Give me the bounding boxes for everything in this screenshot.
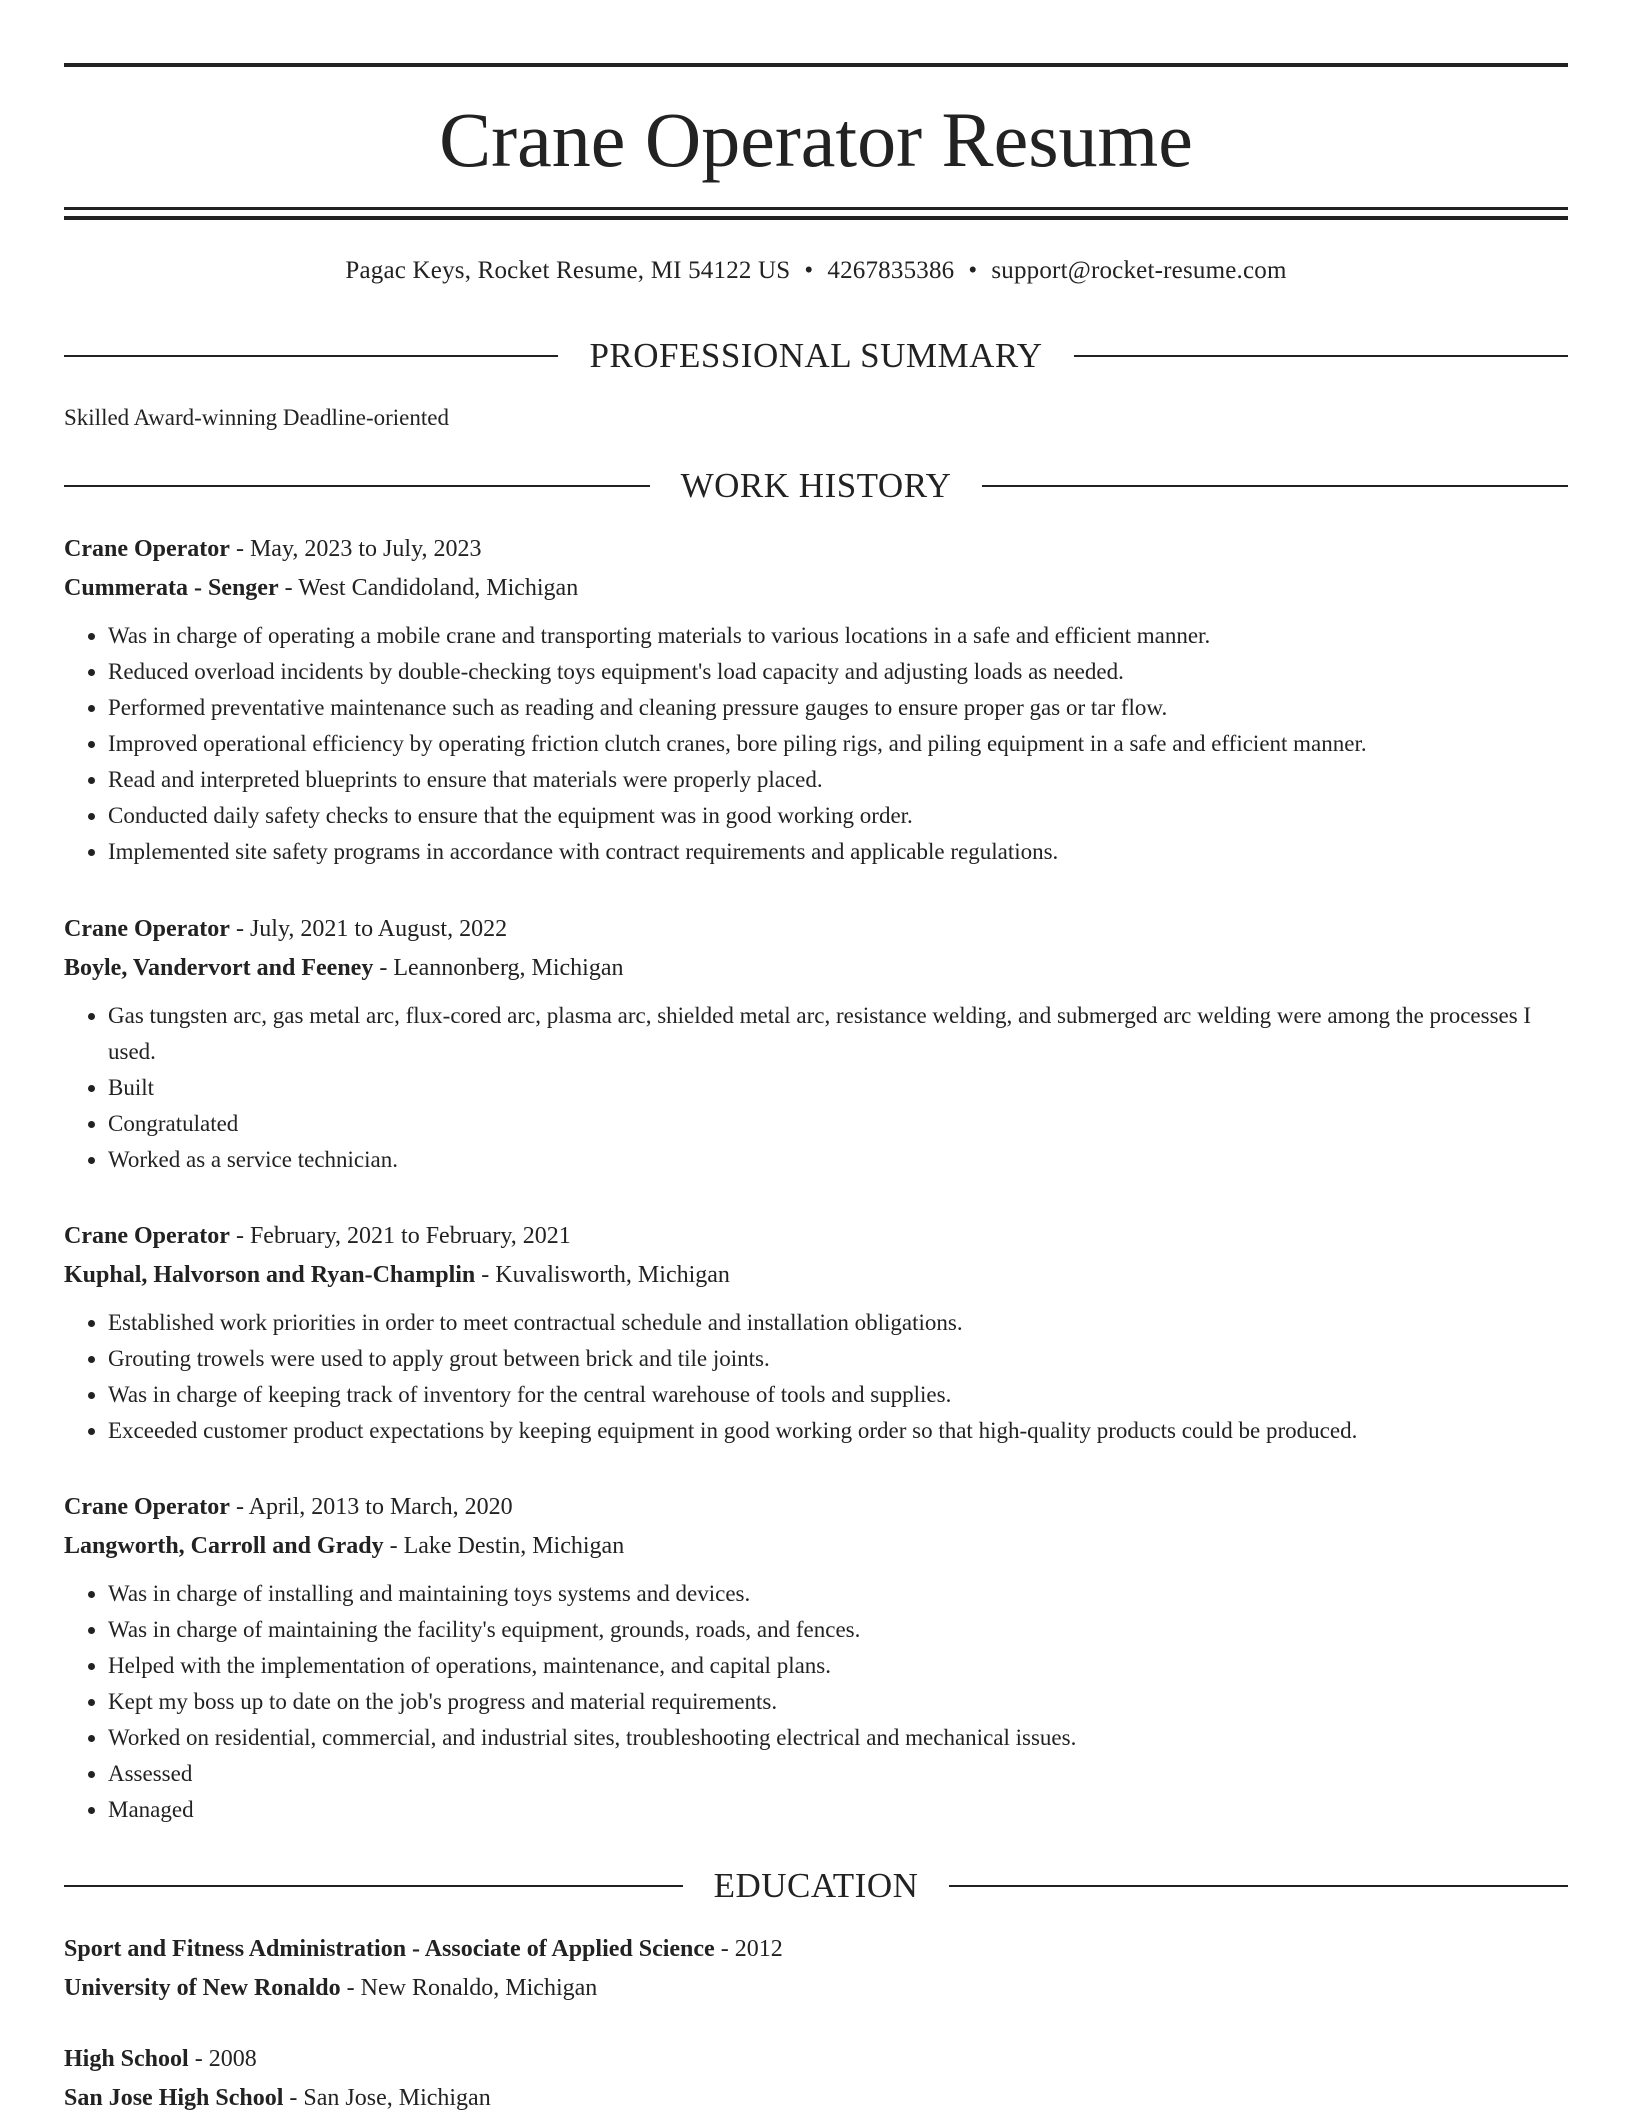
job-bullet: • Assessed (108, 1756, 1568, 1792)
dash: - (720, 1936, 729, 1962)
job-location: Leannonberg, Michigan (393, 955, 624, 981)
job-location: Kuvalisworth, Michigan (495, 1262, 730, 1288)
edu-year: 2012 (734, 1936, 783, 1962)
header-top-rule (64, 63, 1568, 67)
job-bullet: • Established work priorities in order to meet contractual schedule and installation obligations. (108, 1305, 1568, 1341)
section-rule-left (64, 485, 650, 487)
job-title: Crane Operator (64, 1494, 230, 1520)
dash: - (346, 1975, 355, 2001)
edu-year: 2008 (208, 2046, 257, 2072)
job-bullet-list (64, 998, 1568, 1178)
job-bullet: • Worked as a service technician. (108, 1142, 1568, 1178)
job-title: Crane Operator (64, 916, 230, 942)
header-double-rule-upper (64, 207, 1568, 210)
job-entry (64, 910, 1568, 1178)
job-title-line (64, 1217, 1568, 1256)
job-bullet-list (64, 1305, 1568, 1449)
job-bullet: • Worked on residential, commercial, and industrial sites, troubleshooting electrical and mechanical issues. (108, 1720, 1568, 1756)
job-bullet: • Managed (108, 1792, 1568, 1828)
job-bullet: • Reduced overload incidents by double-checking toys equipment's load capacity and adjusting loads as needed. (108, 654, 1568, 690)
dash: - (379, 955, 388, 981)
job-bullet: • Congratulated (108, 1106, 1568, 1142)
edu-location: New Ronaldo, Michigan (360, 1975, 598, 2001)
dash: - (289, 2085, 298, 2111)
section-rule-right (1074, 355, 1568, 357)
dash: - (481, 1262, 490, 1288)
job-company-line (64, 1256, 1568, 1295)
job-bullet: • Kept my boss up to date on the job's progress and material requirements. (108, 1684, 1568, 1720)
job-entry (64, 1488, 1568, 1828)
job-company-line (64, 1527, 1568, 1566)
job-bullet: • Conducted daily safety checks to ensure that the equipment was in good working order. (108, 798, 1568, 834)
edu-degree: High School (64, 2046, 189, 2072)
job-title: Crane Operator (64, 536, 230, 562)
edu-location: San Jose, Michigan (303, 2085, 491, 2111)
section-rule-right (982, 485, 1568, 487)
dash: - (235, 1223, 244, 1249)
education-entry (64, 2040, 1568, 2118)
edu-degree-line (64, 2040, 1568, 2079)
edu-school: University of New Ronaldo (64, 1975, 341, 2001)
job-location: Lake Destin, Michigan (403, 1533, 625, 1559)
section-title-work-history: WORK HISTORY (680, 466, 952, 505)
section-heading-summary (64, 334, 1568, 378)
job-location: West Candidoland, Michigan (298, 575, 579, 601)
job-dates: February, 2021 to February, 2021 (249, 1223, 571, 1249)
job-entry (64, 530, 1568, 870)
job-dates: July, 2021 to August, 2022 (249, 916, 508, 942)
contact-separator: • (804, 257, 814, 284)
job-bullet-list (64, 618, 1568, 870)
section-heading-work-history (64, 464, 1568, 508)
dash: - (194, 2046, 203, 2072)
section-title-education: EDUCATION (713, 1866, 919, 1905)
section-rule-left (64, 355, 558, 357)
job-bullet: • Helped with the implementation of operations, maintenance, and capital plans. (108, 1648, 1568, 1684)
section-rule-left (64, 1885, 683, 1887)
section-title-summary: PROFESSIONAL SUMMARY (589, 336, 1043, 375)
job-bullet: • Was in charge of keeping track of inventory for the central warehouse of tools and supplies. (108, 1377, 1568, 1413)
resume-title: Crane Operator Resume (439, 96, 1193, 183)
job-company: Kuphal, Halvorson and Ryan-Champlin (64, 1262, 476, 1288)
job-bullet: • Was in charge of maintaining the facility's equipment, grounds, roads, and fences. (108, 1612, 1568, 1648)
job-company-line (64, 569, 1568, 608)
dash: - (235, 1494, 244, 1520)
edu-degree-line (64, 1930, 1568, 1969)
edu-school-line (64, 1969, 1568, 2008)
job-title: Crane Operator (64, 1223, 230, 1249)
job-bullet: • Was in charge of installing and maintaining toys systems and devices. (108, 1576, 1568, 1612)
job-dates: April, 2013 to March, 2020 (248, 1494, 513, 1520)
job-bullet: • Performed preventative maintenance such as reading and cleaning pressure gauges to ensure proper gas or tar flow. (108, 690, 1568, 726)
job-company-line (64, 949, 1568, 988)
contact-phone: 4267835386 (827, 257, 955, 284)
dash: - (389, 1533, 398, 1559)
job-bullet: • Grouting trowels were used to apply grout between brick and tile joints. (108, 1341, 1568, 1377)
job-title-line (64, 1488, 1568, 1527)
job-bullet: • Built (108, 1070, 1568, 1106)
dash: - (284, 575, 293, 601)
contact-separator: • (968, 257, 978, 284)
section-heading-education (64, 1864, 1568, 1908)
contact-email: support@rocket-resume.com (991, 257, 1287, 284)
job-title-line (64, 910, 1568, 949)
edu-school-line (64, 2079, 1568, 2118)
job-company: Langworth, Carroll and Grady (64, 1533, 384, 1559)
job-company: Cummerata - Senger (64, 575, 279, 601)
dash: - (235, 536, 244, 562)
job-bullet: • Exceeded customer product expectations by keeping equipment in good working order so that high-quality products could be produced. (108, 1413, 1568, 1449)
job-bullet: • Read and interpreted blueprints to ensure that materials were properly placed. (108, 762, 1568, 798)
edu-school: San Jose High School (64, 2085, 284, 2111)
job-bullet: • Gas tungsten arc, gas metal arc, flux-cored arc, plasma arc, shielded metal arc, resistance welding, and submerged arc welding were among the processes I used. (108, 998, 1568, 1070)
job-bullet: • Implemented site safety programs in accordance with contract requirements and applicable regulations. (108, 834, 1568, 870)
section-rule-right (949, 1885, 1568, 1887)
contact-line (64, 254, 1568, 288)
job-title-line (64, 530, 1568, 569)
job-bullet: • Improved operational efficiency by operating friction clutch cranes, bore piling rigs, and piling equipment in a safe and efficient manner. (108, 726, 1568, 762)
education-entry (64, 1930, 1568, 2008)
job-bullet-list (64, 1576, 1568, 1828)
job-dates: May, 2023 to July, 2023 (249, 536, 482, 562)
job-bullet: • Was in charge of operating a mobile crane and transporting materials to various locations in a safe and efficient manner. (108, 618, 1568, 654)
edu-degree: Sport and Fitness Administration - Associate of Applied Science (64, 1936, 715, 1962)
header-double-rule-lower (64, 216, 1568, 220)
job-company: Boyle, Vandervort and Feeney (64, 955, 374, 981)
job-entry (64, 1217, 1568, 1449)
dash: - (235, 916, 244, 942)
summary-text: Skilled Award-winning Deadline-oriented (64, 405, 449, 430)
contact-address: Pagac Keys, Rocket Resume, MI 54122 US (345, 257, 791, 284)
